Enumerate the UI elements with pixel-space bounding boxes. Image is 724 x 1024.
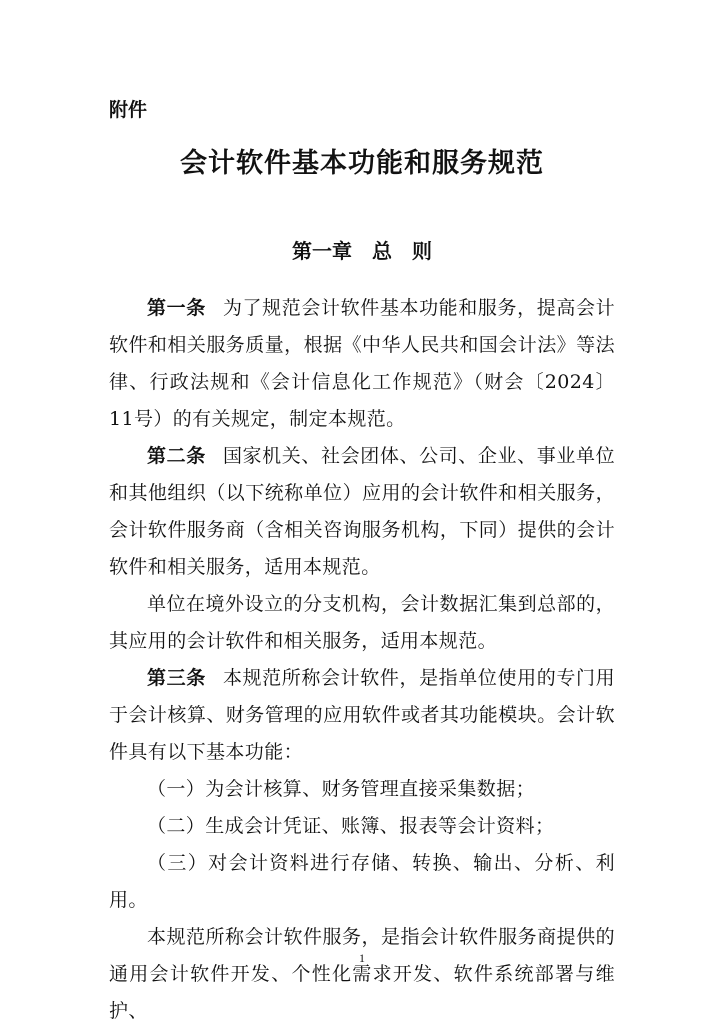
- service-definition-paragraph: 本规范所称会计软件服务，是指会计软件服务商提供的通用会计软件开发、个性化需求开发、软件系统部署与维护、: [109, 926, 615, 1022]
- article-3-text: 本规范所称会计软件，是指单位使用的专门用于会计核算、财务管理的应用软件或者其功能模块。会计软件具有以下基本功能：: [109, 667, 615, 763]
- attachment-label: 附件: [109, 99, 148, 121]
- document-title: 会计软件基本功能和服务规范: [180, 148, 544, 179]
- article-2-continuation: 单位在境外设立的分支机构，会计数据汇集到总部的，其应用的会计软件和相关服务，适用本规范。: [109, 593, 615, 652]
- article-3-number: 第三条: [147, 667, 206, 689]
- function-item-3: （三）对会计资料进行存储、转换、输出、分析、利用。: [109, 852, 615, 911]
- article-1-text: 为了规范会计软件基本功能和服务，提高会计软件和相关服务质量，根据《中华人民共和国会计法》等法律、行政法规和《会计信息化工作规范》（财会〔2024〕11号）的有关规定，制定本规范。: [109, 297, 615, 430]
- document-body: [109, 290, 615, 1024]
- article-1-number: 第一条: [147, 297, 206, 319]
- article-3-paragraph: [109, 660, 615, 771]
- chapter-title: 第一章 总 则: [292, 239, 432, 263]
- function-item-2: （二）生成会计凭证、账簿、报表等会计资料；: [147, 815, 555, 837]
- article-2-number: 第二条: [147, 445, 206, 467]
- article-1-paragraph: [109, 290, 615, 438]
- article-2-text: 国家机关、社会团体、公司、企业、事业单位和其他组织（以下统称单位）应用的会计软件和相关服务，会计软件服务商（含相关咨询服务机构，下同）提供的会计软件和相关服务，适用本规范。: [109, 445, 615, 578]
- page-number: 1: [359, 951, 365, 965]
- function-item-1: （一）为会计核算、财务管理直接采集数据；: [147, 778, 536, 800]
- article-2-paragraph: [109, 438, 615, 586]
